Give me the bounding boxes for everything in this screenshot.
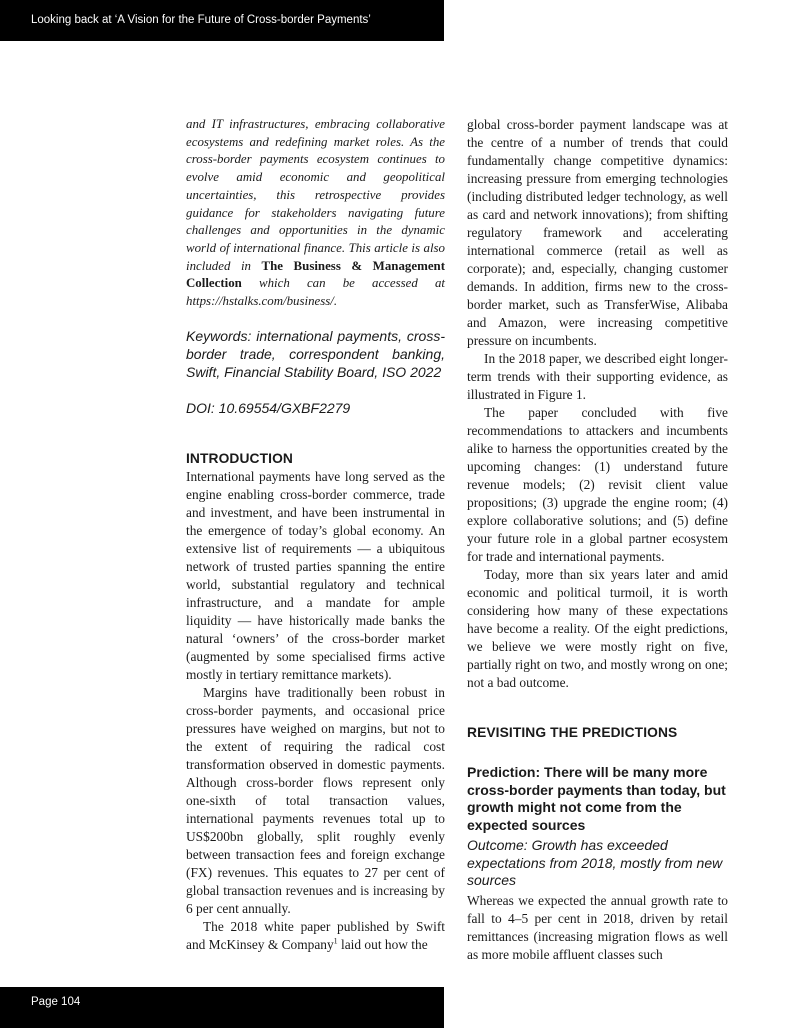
page-footer-bar: [0, 987, 444, 1028]
footnote-ref-1: 1: [333, 936, 338, 946]
running-title: Looking back at ‘A Vision for the Future of Cross-border Payments’: [31, 14, 371, 26]
abstract-text-1: and IT infrastructures, embracing collaborative ecosystems and redefining market roles. As the cross-border payments ecosystem continues to evolve amid economic and geopolitical uncertainties, this retrospective provides guidance for stakeholders navigating future challenges and opportunities in the dynamic world of international finance. This article is also included in: [186, 117, 445, 273]
left-column: [186, 116, 445, 954]
revisiting-heading: REVISITING THE PREDICTIONS: [467, 725, 678, 740]
page-number: Page 104: [31, 996, 81, 1008]
body-paragraph-2: In the 2018 paper, we described eight longer-term trends with their supporting evidence, as illustrated in Figure 1.: [467, 351, 728, 402]
intro-paragraph-1: International payments have long served as the engine enabling cross-border commerce, trade and investment, and have been instrumental in the emergence of today’s global economy. An extensive list of requirements — a ubiquitous network of trusted parties spanning the entire world, substantial regulatory and technical infrastructure, and a mandate for ample liquidity — have historically made banks the natural ‘owners’ of the cross-border market (augmented by some specialised firms active mostly in tertiary remittance markets).: [186, 469, 445, 683]
body-paragraph-5: Whereas we expected the annual growth rate to fall to 4–5 per cent in 2018, driven by retail remittances (increasing migration flows as well as more mobile affluent classes such: [467, 892, 728, 962]
body-paragraph-1: global cross-border payment landscape was at the centre of a number of trends that could fundamentally change competitive dynamics: increasing pressure from emerging technologies (including distributed ledger technology, as well as card and network innovations); from shifting regulatory framework and accelerating international commerce (retail as well as corporate); and, especially, changing customer demands. In addition, firms new to the cross-border market, such as TransferWise, Alibaba and Amazon, were increasing competitive pressure on incumbents.: [467, 117, 728, 348]
intro-paragraph-3-text-a: The 2018 white paper published by Swift and McKinsey & Company: [186, 919, 445, 953]
intro-paragraph-3-text-b: laid out how the: [337, 937, 428, 953]
introduction-heading: INTRODUCTION: [186, 451, 293, 467]
running-header-bar: [0, 0, 444, 41]
body-paragraph-4: Today, more than six years later and amid economic and political turmoil, it is worth considering how many of these expectations have become a reality. Of the eight predictions, we believe we were mostly right on five, partially right on two, and mostly wrong on one; not a bad outcome.: [467, 567, 728, 690]
abstract-text-2: which can be accessed at https://hstalks.com/business/.: [186, 276, 445, 309]
outcome-heading: Outcome: Growth has exceeded expectations from 2018, mostly from new sources: [467, 837, 723, 888]
body-paragraph-3: The paper concluded with five recommendations to attackers and incumbents alike to harness the opportunities created by the upcoming changes: (1) understand future revenue models; (2) revisit client value propositions; (3) upgrade the engine room; (4) explore collaborative solutions; and (5) define your future role in a global partner ecosystem for trade and international payments.: [467, 405, 728, 564]
keywords: Keywords: international payments, cross-border trade, correspondent banking, Swift, Financial Stability Board, ISO 2022: [186, 327, 445, 381]
prediction-heading: Prediction: There will be many more cross-border payments than today, but growth might not come from the expected sources: [467, 764, 726, 833]
collection-name: The Business & Management Collection: [186, 258, 445, 291]
abstract-continuation: [186, 116, 445, 311]
doi: DOI: 10.69554/GXBF2279: [186, 400, 351, 417]
right-column: [467, 116, 728, 964]
intro-paragraph-2: Margins have traditionally been robust in cross-border payments, and occasional price pressures have weighed on margins, but not to the extent of requiring the radical cost transformation observed in domestic payments. Although cross-border flows represent only one-sixth of total transaction values, international payments revenues total up to US$200bn globally, split roughly evenly between transaction fees and foreign exchange (FX) revenues. This equates to 27 per cent of global transaction revenues and is increasing by 6 per cent annually.: [186, 685, 445, 917]
intro-paragraph-3: [186, 918, 445, 954]
